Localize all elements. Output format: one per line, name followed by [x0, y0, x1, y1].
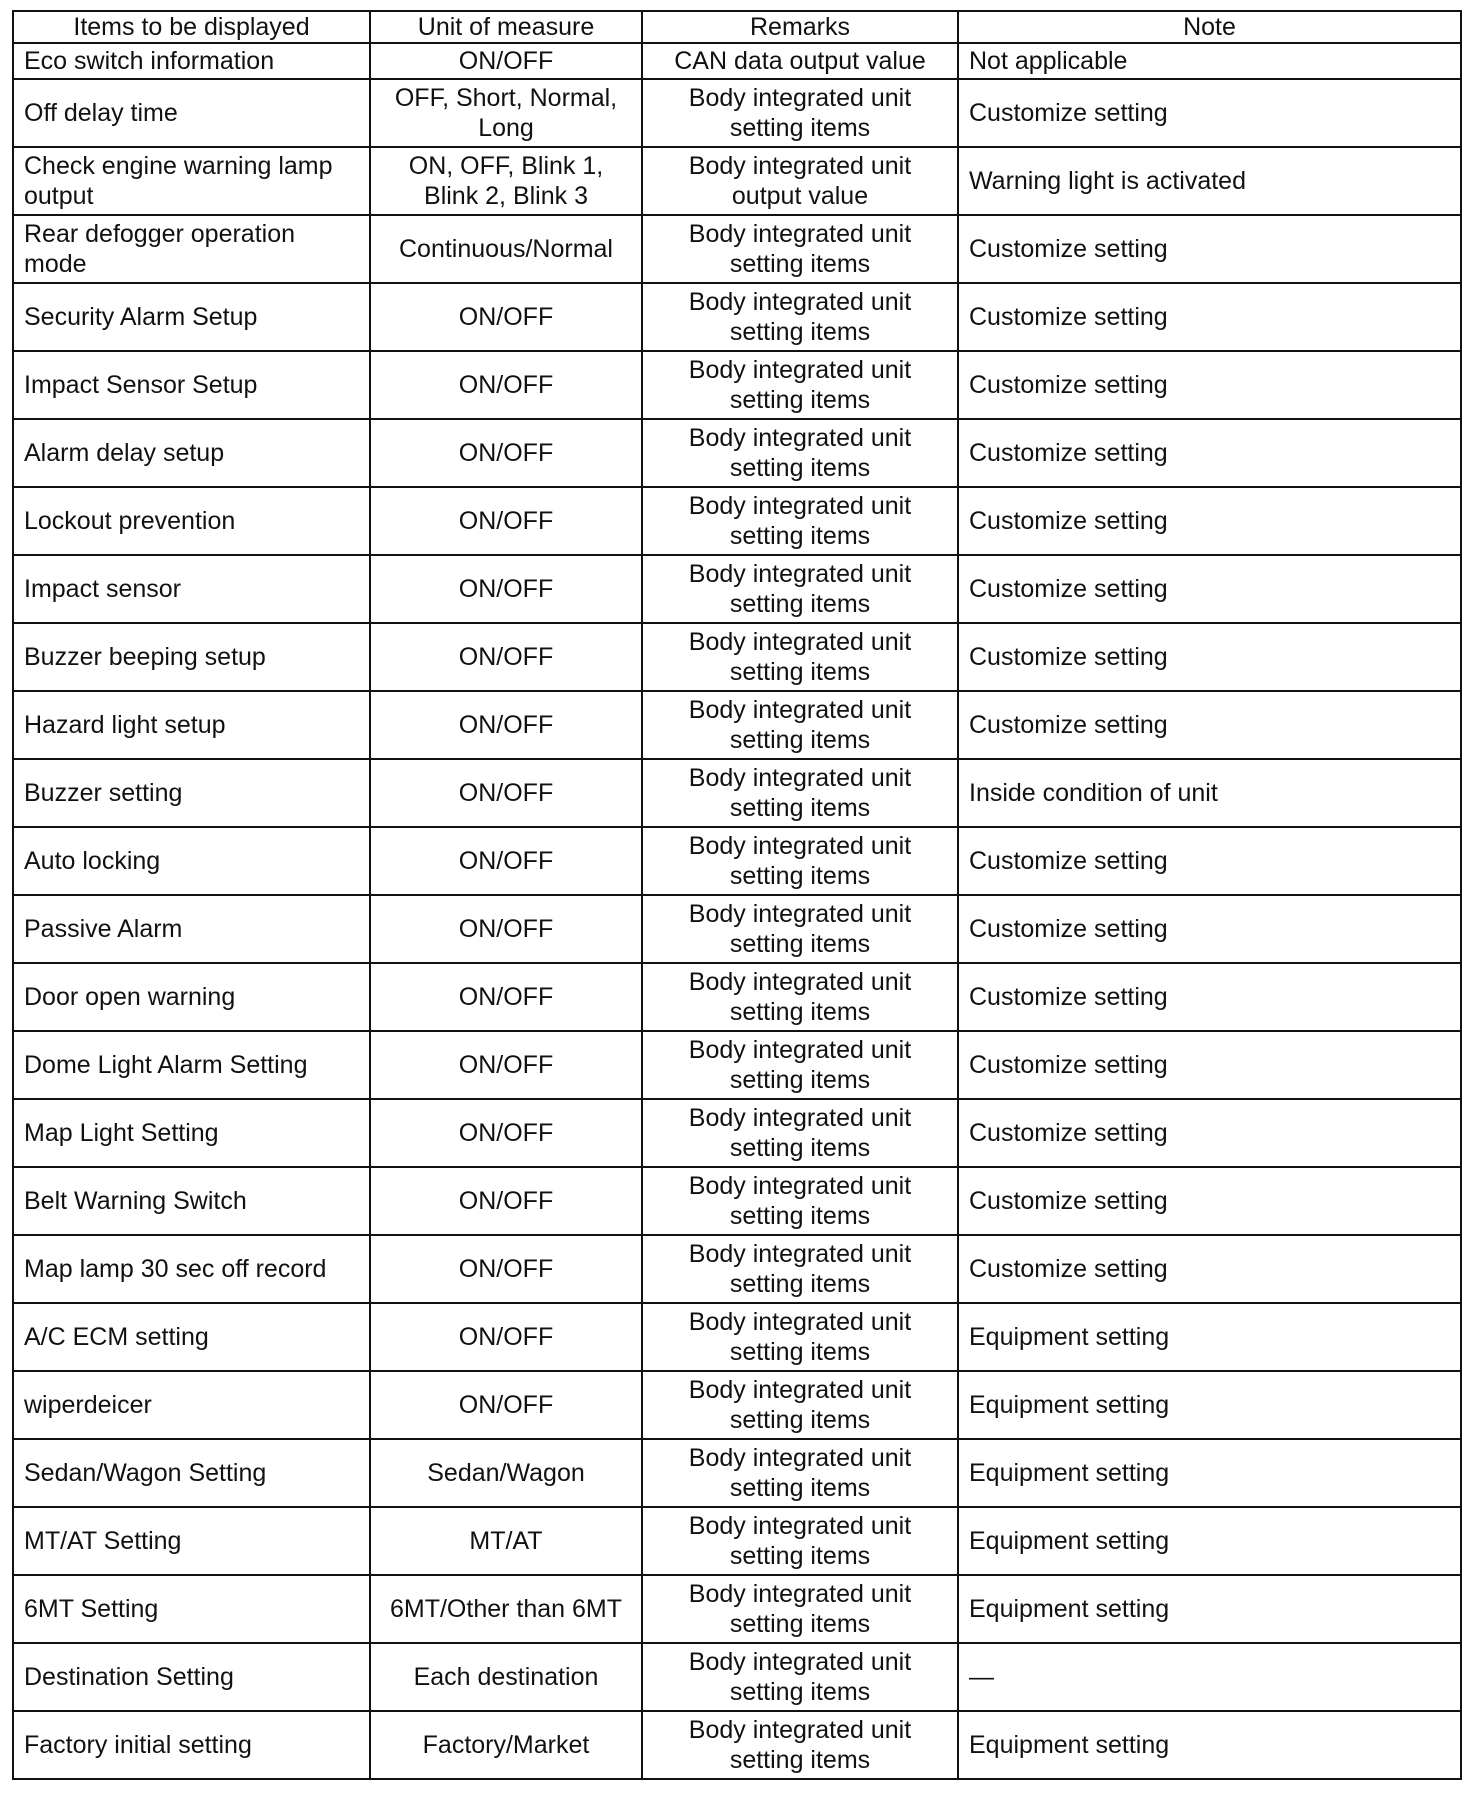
header-unit: Unit of measure	[370, 11, 642, 43]
remark-cell: Body integrated unit setting items	[642, 1711, 958, 1779]
note-cell: Warning light is activated	[958, 147, 1461, 215]
unit-cell: ON/OFF	[370, 419, 642, 487]
remark-cell: Body integrated unit setting items	[642, 1643, 958, 1711]
display-items-table	[12, 10, 1462, 1780]
note-cell: Customize setting	[958, 555, 1461, 623]
header-items: Items to be displayed	[13, 11, 370, 43]
unit-cell: OFF, Short, Normal, Long	[370, 79, 642, 147]
item-cell: A/C ECM setting	[13, 1303, 370, 1371]
note-cell: Equipment setting	[958, 1575, 1461, 1643]
table-row	[13, 1303, 1461, 1371]
remark-cell: Body integrated unit setting items	[642, 1371, 958, 1439]
note-cell: Customize setting	[958, 419, 1461, 487]
note-cell: Equipment setting	[958, 1439, 1461, 1507]
table-row	[13, 555, 1461, 623]
table-row	[13, 79, 1461, 147]
remark-cell: Body integrated unit setting items	[642, 79, 958, 147]
remark-cell: Body integrated unit setting items	[642, 1031, 958, 1099]
remark-cell: Body integrated unit setting items	[642, 1507, 958, 1575]
remark-cell: Body integrated unit setting items	[642, 351, 958, 419]
table-row	[13, 1711, 1461, 1779]
remark-cell: Body integrated unit setting items	[642, 283, 958, 351]
item-cell: Impact Sensor Setup	[13, 351, 370, 419]
note-cell: Customize setting	[958, 1099, 1461, 1167]
note-cell: Customize setting	[958, 691, 1461, 759]
table-row	[13, 827, 1461, 895]
unit-cell: ON/OFF	[370, 963, 642, 1031]
item-cell: 6MT Setting	[13, 1575, 370, 1643]
remark-cell: Body integrated unit setting items	[642, 555, 958, 623]
item-cell: Passive Alarm	[13, 895, 370, 963]
note-cell: Not applicable	[958, 43, 1461, 79]
table-row	[13, 1167, 1461, 1235]
table-row	[13, 43, 1461, 79]
table-row	[13, 1031, 1461, 1099]
note-cell: Customize setting	[958, 895, 1461, 963]
unit-cell: ON/OFF	[370, 1031, 642, 1099]
table-row	[13, 1099, 1461, 1167]
remark-cell: Body integrated unit setting items	[642, 895, 958, 963]
item-cell: Sedan/Wagon Setting	[13, 1439, 370, 1507]
unit-cell: ON/OFF	[370, 895, 642, 963]
item-cell: Lockout prevention	[13, 487, 370, 555]
table-row	[13, 1643, 1461, 1711]
table-row	[13, 963, 1461, 1031]
item-cell: Door open warning	[13, 963, 370, 1031]
unit-cell: ON/OFF	[370, 1371, 642, 1439]
note-cell: Inside condition of unit	[958, 759, 1461, 827]
note-cell: Customize setting	[958, 79, 1461, 147]
note-cell: Customize setting	[958, 827, 1461, 895]
table-row	[13, 419, 1461, 487]
note-cell: Customize setting	[958, 487, 1461, 555]
item-cell: Security Alarm Setup	[13, 283, 370, 351]
remark-cell: CAN data output value	[642, 43, 958, 79]
unit-cell: ON/OFF	[370, 43, 642, 79]
item-cell: Destination Setting	[13, 1643, 370, 1711]
item-cell: MT/AT Setting	[13, 1507, 370, 1575]
note-cell: Equipment setting	[958, 1507, 1461, 1575]
item-cell: wiperdeicer	[13, 1371, 370, 1439]
item-cell: Check engine warning lamp output	[13, 147, 370, 215]
item-cell: Belt Warning Switch	[13, 1167, 370, 1235]
note-cell: Equipment setting	[958, 1711, 1461, 1779]
note-cell: Equipment setting	[958, 1303, 1461, 1371]
header-note: Note	[958, 11, 1461, 43]
remark-cell: Body integrated unit setting items	[642, 1439, 958, 1507]
note-cell: —	[958, 1643, 1461, 1711]
remark-cell: Body integrated unit setting items	[642, 1575, 958, 1643]
note-cell: Customize setting	[958, 283, 1461, 351]
note-cell: Customize setting	[958, 1031, 1461, 1099]
remark-cell: Body integrated unit setting items	[642, 1099, 958, 1167]
remark-cell: Body integrated unit setting items	[642, 215, 958, 283]
table-row	[13, 1439, 1461, 1507]
item-cell: Map lamp 30 sec off record	[13, 1235, 370, 1303]
item-cell: Off delay time	[13, 79, 370, 147]
header-remarks: Remarks	[642, 11, 958, 43]
item-cell: Factory initial setting	[13, 1711, 370, 1779]
table-row	[13, 1371, 1461, 1439]
note-cell: Customize setting	[958, 963, 1461, 1031]
table-row	[13, 487, 1461, 555]
remark-cell: Body integrated unit output value	[642, 147, 958, 215]
item-cell: Map Light Setting	[13, 1099, 370, 1167]
remark-cell: Body integrated unit setting items	[642, 1303, 958, 1371]
item-cell: Rear defogger operation mode	[13, 215, 370, 283]
unit-cell: MT/AT	[370, 1507, 642, 1575]
note-cell: Customize setting	[958, 351, 1461, 419]
header-row	[13, 11, 1461, 43]
unit-cell: ON/OFF	[370, 283, 642, 351]
table-row	[13, 283, 1461, 351]
unit-cell: ON, OFF, Blink 1, Blink 2, Blink 3	[370, 147, 642, 215]
unit-cell: ON/OFF	[370, 351, 642, 419]
unit-cell: ON/OFF	[370, 1099, 642, 1167]
item-cell: Eco switch information	[13, 43, 370, 79]
remark-cell: Body integrated unit setting items	[642, 623, 958, 691]
remark-cell: Body integrated unit setting items	[642, 419, 958, 487]
item-cell: Buzzer beeping setup	[13, 623, 370, 691]
unit-cell: Factory/Market	[370, 1711, 642, 1779]
unit-cell: ON/OFF	[370, 1235, 642, 1303]
item-cell: Hazard light setup	[13, 691, 370, 759]
remark-cell: Body integrated unit setting items	[642, 1167, 958, 1235]
unit-cell: ON/OFF	[370, 759, 642, 827]
unit-cell: ON/OFF	[370, 555, 642, 623]
remark-cell: Body integrated unit setting items	[642, 759, 958, 827]
table-row	[13, 1507, 1461, 1575]
table-row	[13, 215, 1461, 283]
remark-cell: Body integrated unit setting items	[642, 963, 958, 1031]
note-cell: Equipment setting	[958, 1371, 1461, 1439]
table-row	[13, 895, 1461, 963]
note-cell: Customize setting	[958, 623, 1461, 691]
table-row	[13, 623, 1461, 691]
note-cell: Customize setting	[958, 1235, 1461, 1303]
table-row	[13, 351, 1461, 419]
item-cell: Dome Light Alarm Setting	[13, 1031, 370, 1099]
unit-cell: Continuous/Normal	[370, 215, 642, 283]
unit-cell: ON/OFF	[370, 487, 642, 555]
unit-cell: ON/OFF	[370, 827, 642, 895]
table-body	[13, 43, 1461, 1779]
item-cell: Impact sensor	[13, 555, 370, 623]
table-row	[13, 1235, 1461, 1303]
table-row	[13, 147, 1461, 215]
table-row	[13, 1575, 1461, 1643]
table-row	[13, 759, 1461, 827]
unit-cell: ON/OFF	[370, 1167, 642, 1235]
table-row	[13, 691, 1461, 759]
unit-cell: ON/OFF	[370, 623, 642, 691]
note-cell: Customize setting	[958, 1167, 1461, 1235]
remark-cell: Body integrated unit setting items	[642, 691, 958, 759]
remark-cell: Body integrated unit setting items	[642, 487, 958, 555]
remark-cell: Body integrated unit setting items	[642, 1235, 958, 1303]
item-cell: Alarm delay setup	[13, 419, 370, 487]
note-cell: Customize setting	[958, 215, 1461, 283]
table-header	[13, 11, 1461, 43]
spec-table-container	[12, 10, 1460, 1780]
item-cell: Buzzer setting	[13, 759, 370, 827]
unit-cell: ON/OFF	[370, 691, 642, 759]
unit-cell: ON/OFF	[370, 1303, 642, 1371]
unit-cell: Sedan/Wagon	[370, 1439, 642, 1507]
unit-cell: 6MT/Other than 6MT	[370, 1575, 642, 1643]
remark-cell: Body integrated unit setting items	[642, 827, 958, 895]
item-cell: Auto locking	[13, 827, 370, 895]
unit-cell: Each destination	[370, 1643, 642, 1711]
